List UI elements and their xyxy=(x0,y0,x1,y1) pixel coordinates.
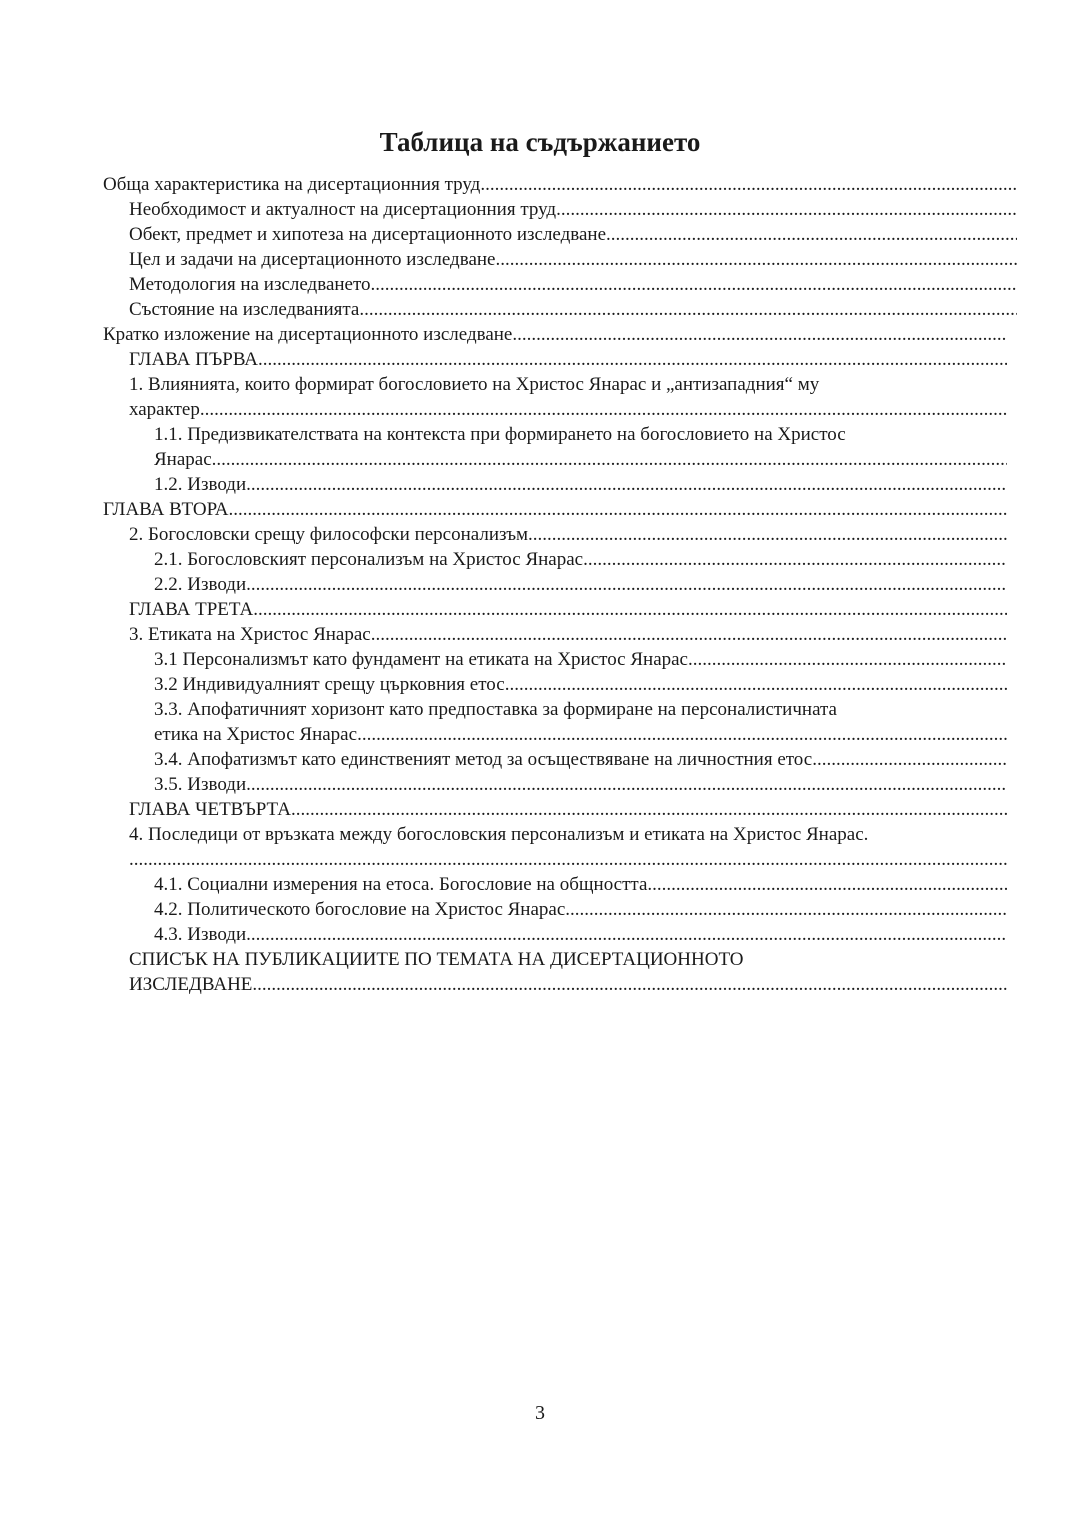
toc-leader-dots xyxy=(246,922,1007,947)
toc-entry-text: Методология на изследването xyxy=(129,274,371,295)
toc-entry-text: 4.1. Социални измерения на етоса. Богословие на общността xyxy=(154,874,648,895)
toc-entry[interactable] xyxy=(129,347,1007,372)
toc-entry-text: СПИСЪК НА ПУБЛИКАЦИИТЕ ПО ТЕМАТА НА ДИСЕРТАЦИОННОТО xyxy=(129,949,744,970)
toc-entry-text: ИЗСЛЕДВАНЕ xyxy=(129,974,253,995)
toc-entry-text: 4. Последици от връзката между богословския персонализъм и етиката на Христос Янарас. xyxy=(129,824,869,845)
page-number: 3 xyxy=(535,1402,545,1424)
toc-entry-text: 1.2. Изводи xyxy=(154,474,247,495)
toc-entry-text: 4.3. Изводи xyxy=(154,924,247,945)
toc-entry-text: ГЛАВА ПЪРВА xyxy=(129,349,259,370)
toc-entry[interactable] xyxy=(129,222,1017,247)
toc-leader-dots xyxy=(812,747,1007,772)
toc-entry-text: Обща характеристика на дисертационния труд xyxy=(103,174,481,195)
toc-entry[interactable] xyxy=(154,672,1007,697)
toc-leader-dots xyxy=(359,297,1017,322)
page-title: Таблица на съдържанието xyxy=(379,127,701,157)
toc-entry[interactable] xyxy=(154,922,1007,947)
toc-leader-dots xyxy=(246,772,1007,797)
toc-entry-text: 3.4. Апофатизмът като единственият метод за осъществяване на личностния етос xyxy=(154,749,813,770)
toc-leader-dots xyxy=(253,597,1007,622)
toc-entry[interactable] xyxy=(129,797,1007,822)
toc-entry-text: Янарас xyxy=(154,449,212,470)
toc-leader-dots xyxy=(556,197,1017,222)
toc-entry[interactable] xyxy=(129,947,1007,997)
toc-entry[interactable] xyxy=(129,522,1007,547)
toc-leader-dots xyxy=(291,797,1007,822)
toc-entry-text: 3.1 Персонализмът като фундамент на етиката на Христос Янарас xyxy=(154,649,688,670)
toc-entry[interactable] xyxy=(103,172,1017,197)
toc-entry[interactable] xyxy=(154,872,1007,897)
toc-leader-dots xyxy=(688,647,1007,672)
toc-entry-text: Обект, предмет и хипотеза на дисертационното изследване xyxy=(129,224,607,245)
toc-entry[interactable] xyxy=(154,547,1007,572)
toc-entry-text: характер xyxy=(129,399,200,420)
toc-entry-text: 3. Етиката на Христос Янарас xyxy=(129,624,371,645)
toc-entry[interactable] xyxy=(103,322,1007,347)
toc-entry[interactable] xyxy=(154,697,1007,747)
toc-leader-dots xyxy=(371,272,1017,297)
toc-leader-dots xyxy=(258,347,1007,372)
toc-leader-dots xyxy=(228,497,1007,522)
toc-entry-text: 2.2. Изводи xyxy=(154,574,247,595)
toc-leader-dots xyxy=(200,397,1007,422)
toc-leader-dots xyxy=(565,897,1007,922)
toc-entry-text: Състояние на изследванията xyxy=(129,299,360,320)
toc-leader-dots xyxy=(505,672,1007,697)
toc-entry-text: Кратко изложение на дисертационното изследване xyxy=(103,324,513,345)
toc-entry[interactable] xyxy=(129,822,1007,872)
toc-entry-text: 4.2. Политическото богословие на Христос Янарас xyxy=(154,899,566,920)
toc-entry[interactable] xyxy=(129,597,1007,622)
toc-entry-text: Цел и задачи на дисертационното изследване xyxy=(129,249,496,270)
toc-entry[interactable] xyxy=(154,472,1007,497)
table-of-contents xyxy=(0,172,1080,997)
toc-entry-text: етика на Христос Янарас xyxy=(154,724,358,745)
toc-entry-text: 1. Влиянията, които формират богословието на Христос Янарас и „антизападния“ му xyxy=(129,374,820,395)
toc-entry-text: 3.3. Апофатичният хоризонт като предпоставка за формиране на персоналистичната xyxy=(154,699,837,720)
toc-entry[interactable] xyxy=(103,497,1007,522)
toc-leader-dots xyxy=(212,447,1007,472)
toc-entry-text: 3.5. Изводи xyxy=(154,774,247,795)
toc-entry-text: ГЛАВА ВТОРА xyxy=(103,499,229,520)
toc-entry[interactable] xyxy=(129,622,1007,647)
toc-leader-dots xyxy=(252,972,1007,997)
toc-entry[interactable] xyxy=(129,297,1017,322)
toc-leader-dots xyxy=(246,472,1007,497)
toc-leader-dots xyxy=(495,247,1017,272)
toc-leader-dots xyxy=(583,547,1007,572)
toc-entry-text: Необходимост и актуалност на дисертационния труд xyxy=(129,199,557,220)
toc-entry[interactable] xyxy=(154,747,1007,772)
toc-entry[interactable] xyxy=(154,647,1007,672)
toc-entry-text: 2.1. Богословският персонализъм на Христос Янарас xyxy=(154,549,584,570)
toc-leader-dots xyxy=(246,572,1007,597)
toc-entry-text: ГЛАВА ЧЕТВЪРТА xyxy=(129,799,291,820)
toc-entry-text: 1.1. Предизвикателствата на контекста при формирането на богословието на Христос xyxy=(154,424,846,445)
toc-leader-dots xyxy=(528,522,1007,547)
toc-leader-dots xyxy=(357,722,1007,747)
toc-leader-dots xyxy=(606,222,1017,247)
toc-entry[interactable] xyxy=(154,772,1007,797)
toc-leader-dots xyxy=(480,172,1017,197)
toc-entry-text: 2. Богословски срещу философски персонализъм xyxy=(129,524,529,545)
toc-entry-text: 3.2 Индивидуалният срещу църковния етос xyxy=(154,674,505,695)
toc-entry[interactable] xyxy=(154,572,1007,597)
toc-leader-dots xyxy=(512,322,1007,347)
toc-leader-dots xyxy=(129,847,1007,872)
toc-entry[interactable] xyxy=(129,247,1017,272)
toc-leader-dots xyxy=(371,622,1007,647)
toc-entry-text: ГЛАВА ТРЕТА xyxy=(129,599,254,620)
toc-entry[interactable] xyxy=(129,272,1017,297)
toc-entry[interactable] xyxy=(129,372,1007,422)
toc-leader-dots xyxy=(647,872,1007,897)
toc-entry[interactable] xyxy=(154,897,1007,922)
toc-entry[interactable] xyxy=(154,422,1007,472)
toc-entry[interactable] xyxy=(129,197,1017,222)
